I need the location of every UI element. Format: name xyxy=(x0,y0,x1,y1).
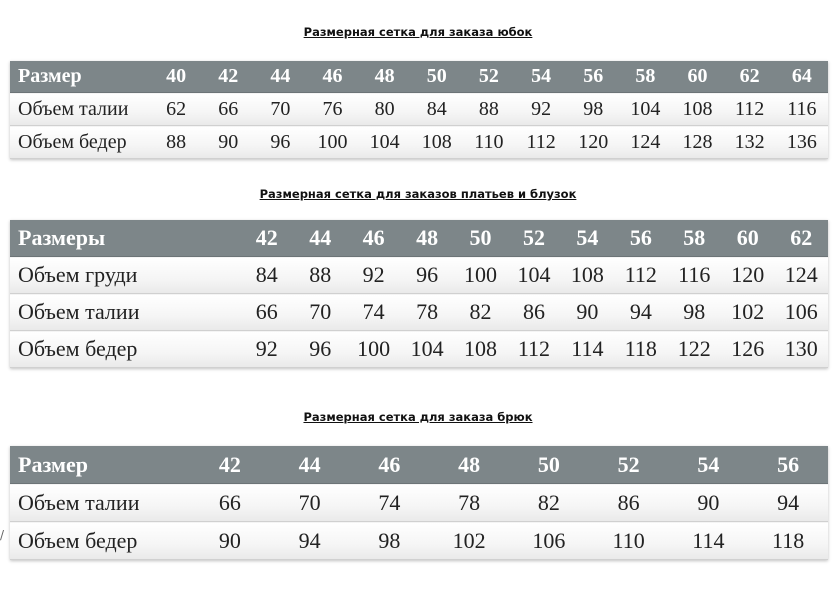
header-cell: 50 xyxy=(454,220,507,257)
header-cell: 46 xyxy=(306,61,358,93)
table-cell: 118 xyxy=(614,331,667,368)
header-cell: 46 xyxy=(347,220,400,257)
table-cell: 120 xyxy=(567,126,619,159)
table-cell: 96 xyxy=(254,126,306,159)
table-cell: 124 xyxy=(619,126,671,159)
table-cell: 112 xyxy=(614,257,667,294)
row-label: Объем бедер xyxy=(10,126,150,159)
header-cell: 58 xyxy=(668,220,721,257)
header-cell: 62 xyxy=(774,220,828,257)
stray-mark: / xyxy=(0,528,5,542)
dresses-title: Размерная сетка для заказов платьев и блузок xyxy=(259,187,577,201)
table-cell: 110 xyxy=(589,522,669,560)
table-cell: 132 xyxy=(724,126,776,159)
table-row xyxy=(10,294,828,331)
table-row xyxy=(10,93,828,126)
header-cell: 40 xyxy=(150,61,202,93)
table-cell: 78 xyxy=(400,294,453,331)
header-cell: 50 xyxy=(411,61,463,93)
row-label: Объем бедер xyxy=(10,522,190,560)
table-cell: 100 xyxy=(306,126,358,159)
table-header-row xyxy=(10,446,828,484)
table-cell: 96 xyxy=(400,257,453,294)
table-cell: 84 xyxy=(411,93,463,126)
table-cell: 136 xyxy=(776,126,828,159)
header-cell: Размер xyxy=(10,446,190,484)
table-cell: 100 xyxy=(347,331,400,368)
table-cell: 110 xyxy=(463,126,515,159)
skirts-title: Размерная сетка для заказа юбок xyxy=(303,25,533,39)
table-cell: 80 xyxy=(359,93,411,126)
table-cell: 70 xyxy=(254,93,306,126)
header-cell: 56 xyxy=(614,220,667,257)
table-cell: 104 xyxy=(507,257,560,294)
row-label: Объем талии xyxy=(10,294,240,331)
header-cell: 58 xyxy=(619,61,671,93)
header-cell: 52 xyxy=(589,446,669,484)
trousers-title: Размерная сетка для заказа брюк xyxy=(303,410,533,424)
table-cell: 106 xyxy=(509,522,589,560)
table-cell: 66 xyxy=(190,484,270,522)
table-cell: 86 xyxy=(589,484,669,522)
table-cell: 106 xyxy=(774,294,828,331)
table-header-row xyxy=(10,61,828,93)
table-cell: 112 xyxy=(724,93,776,126)
table-cell: 112 xyxy=(507,331,560,368)
dresses-size-table xyxy=(10,220,828,368)
header-cell: 62 xyxy=(724,61,776,93)
header-cell: 52 xyxy=(507,220,560,257)
table-cell: 108 xyxy=(561,257,614,294)
table-cell: 98 xyxy=(350,522,430,560)
header-cell: 54 xyxy=(669,446,749,484)
table-cell: 130 xyxy=(774,331,828,368)
table-cell: 94 xyxy=(748,484,828,522)
table-cell: 118 xyxy=(748,522,828,560)
table-cell: 66 xyxy=(240,294,293,331)
table-cell: 104 xyxy=(400,331,453,368)
table-cell: 108 xyxy=(671,93,723,126)
table-cell: 76 xyxy=(306,93,358,126)
table-cell: 82 xyxy=(509,484,589,522)
header-cell: 50 xyxy=(509,446,589,484)
row-label: Объем талии xyxy=(10,93,150,126)
header-cell: Размеры xyxy=(10,220,240,257)
table-cell: 90 xyxy=(561,294,614,331)
table-cell: 98 xyxy=(567,93,619,126)
table-cell: 90 xyxy=(202,126,254,159)
table-row xyxy=(10,484,828,522)
table-cell: 120 xyxy=(721,257,774,294)
table-cell: 90 xyxy=(669,484,749,522)
skirts-size-table xyxy=(10,61,828,159)
table-cell: 96 xyxy=(293,331,346,368)
table-cell: 88 xyxy=(463,93,515,126)
table-cell: 102 xyxy=(721,294,774,331)
table-cell: 66 xyxy=(202,93,254,126)
header-cell: 42 xyxy=(190,446,270,484)
header-cell: 44 xyxy=(270,446,350,484)
table-cell: 70 xyxy=(293,294,346,331)
table-cell: 74 xyxy=(347,294,400,331)
table-cell: 82 xyxy=(454,294,507,331)
table-cell: 114 xyxy=(669,522,749,560)
table-cell: 104 xyxy=(359,126,411,159)
header-cell: 44 xyxy=(293,220,346,257)
table-cell: 84 xyxy=(240,257,293,294)
table-cell: 70 xyxy=(270,484,350,522)
header-cell: 64 xyxy=(776,61,828,93)
table-row xyxy=(10,331,828,368)
header-cell: 42 xyxy=(240,220,293,257)
header-cell: 56 xyxy=(748,446,828,484)
header-cell: 44 xyxy=(254,61,306,93)
table-cell: 112 xyxy=(515,126,567,159)
header-cell: 52 xyxy=(463,61,515,93)
table-cell: 92 xyxy=(515,93,567,126)
table-cell: 62 xyxy=(150,93,202,126)
table-cell: 114 xyxy=(561,331,614,368)
header-cell: 48 xyxy=(429,446,509,484)
trousers-size-table xyxy=(10,446,828,560)
table-cell: 128 xyxy=(671,126,723,159)
table-cell: 90 xyxy=(190,522,270,560)
header-cell: 54 xyxy=(515,61,567,93)
table-cell: 116 xyxy=(776,93,828,126)
table-cell: 108 xyxy=(454,331,507,368)
table-cell: 94 xyxy=(270,522,350,560)
table-header-row xyxy=(10,220,828,257)
table-cell: 102 xyxy=(429,522,509,560)
header-cell: 56 xyxy=(567,61,619,93)
table-cell: 88 xyxy=(150,126,202,159)
row-label: Объем бедер xyxy=(10,331,240,368)
table-cell: 104 xyxy=(619,93,671,126)
header-cell: 42 xyxy=(202,61,254,93)
table-cell: 124 xyxy=(774,257,828,294)
table-cell: 116 xyxy=(668,257,721,294)
header-cell: 60 xyxy=(671,61,723,93)
table-cell: 94 xyxy=(614,294,667,331)
table-cell: 92 xyxy=(240,331,293,368)
table-row xyxy=(10,522,828,560)
table-cell: 122 xyxy=(668,331,721,368)
table-row xyxy=(10,126,828,159)
table-cell: 86 xyxy=(507,294,560,331)
table-cell: 98 xyxy=(668,294,721,331)
header-cell: 48 xyxy=(359,61,411,93)
row-label: Объем груди xyxy=(10,257,240,294)
header-cell: Размер xyxy=(10,61,150,93)
table-cell: 74 xyxy=(350,484,430,522)
table-cell: 78 xyxy=(429,484,509,522)
table-cell: 126 xyxy=(721,331,774,368)
header-cell: 54 xyxy=(561,220,614,257)
header-cell: 48 xyxy=(400,220,453,257)
table-row xyxy=(10,257,828,294)
table-cell: 92 xyxy=(347,257,400,294)
table-cell: 100 xyxy=(454,257,507,294)
row-label: Объем талии xyxy=(10,484,190,522)
table-cell: 88 xyxy=(293,257,346,294)
header-cell: 46 xyxy=(350,446,430,484)
table-cell: 108 xyxy=(411,126,463,159)
header-cell: 60 xyxy=(721,220,774,257)
